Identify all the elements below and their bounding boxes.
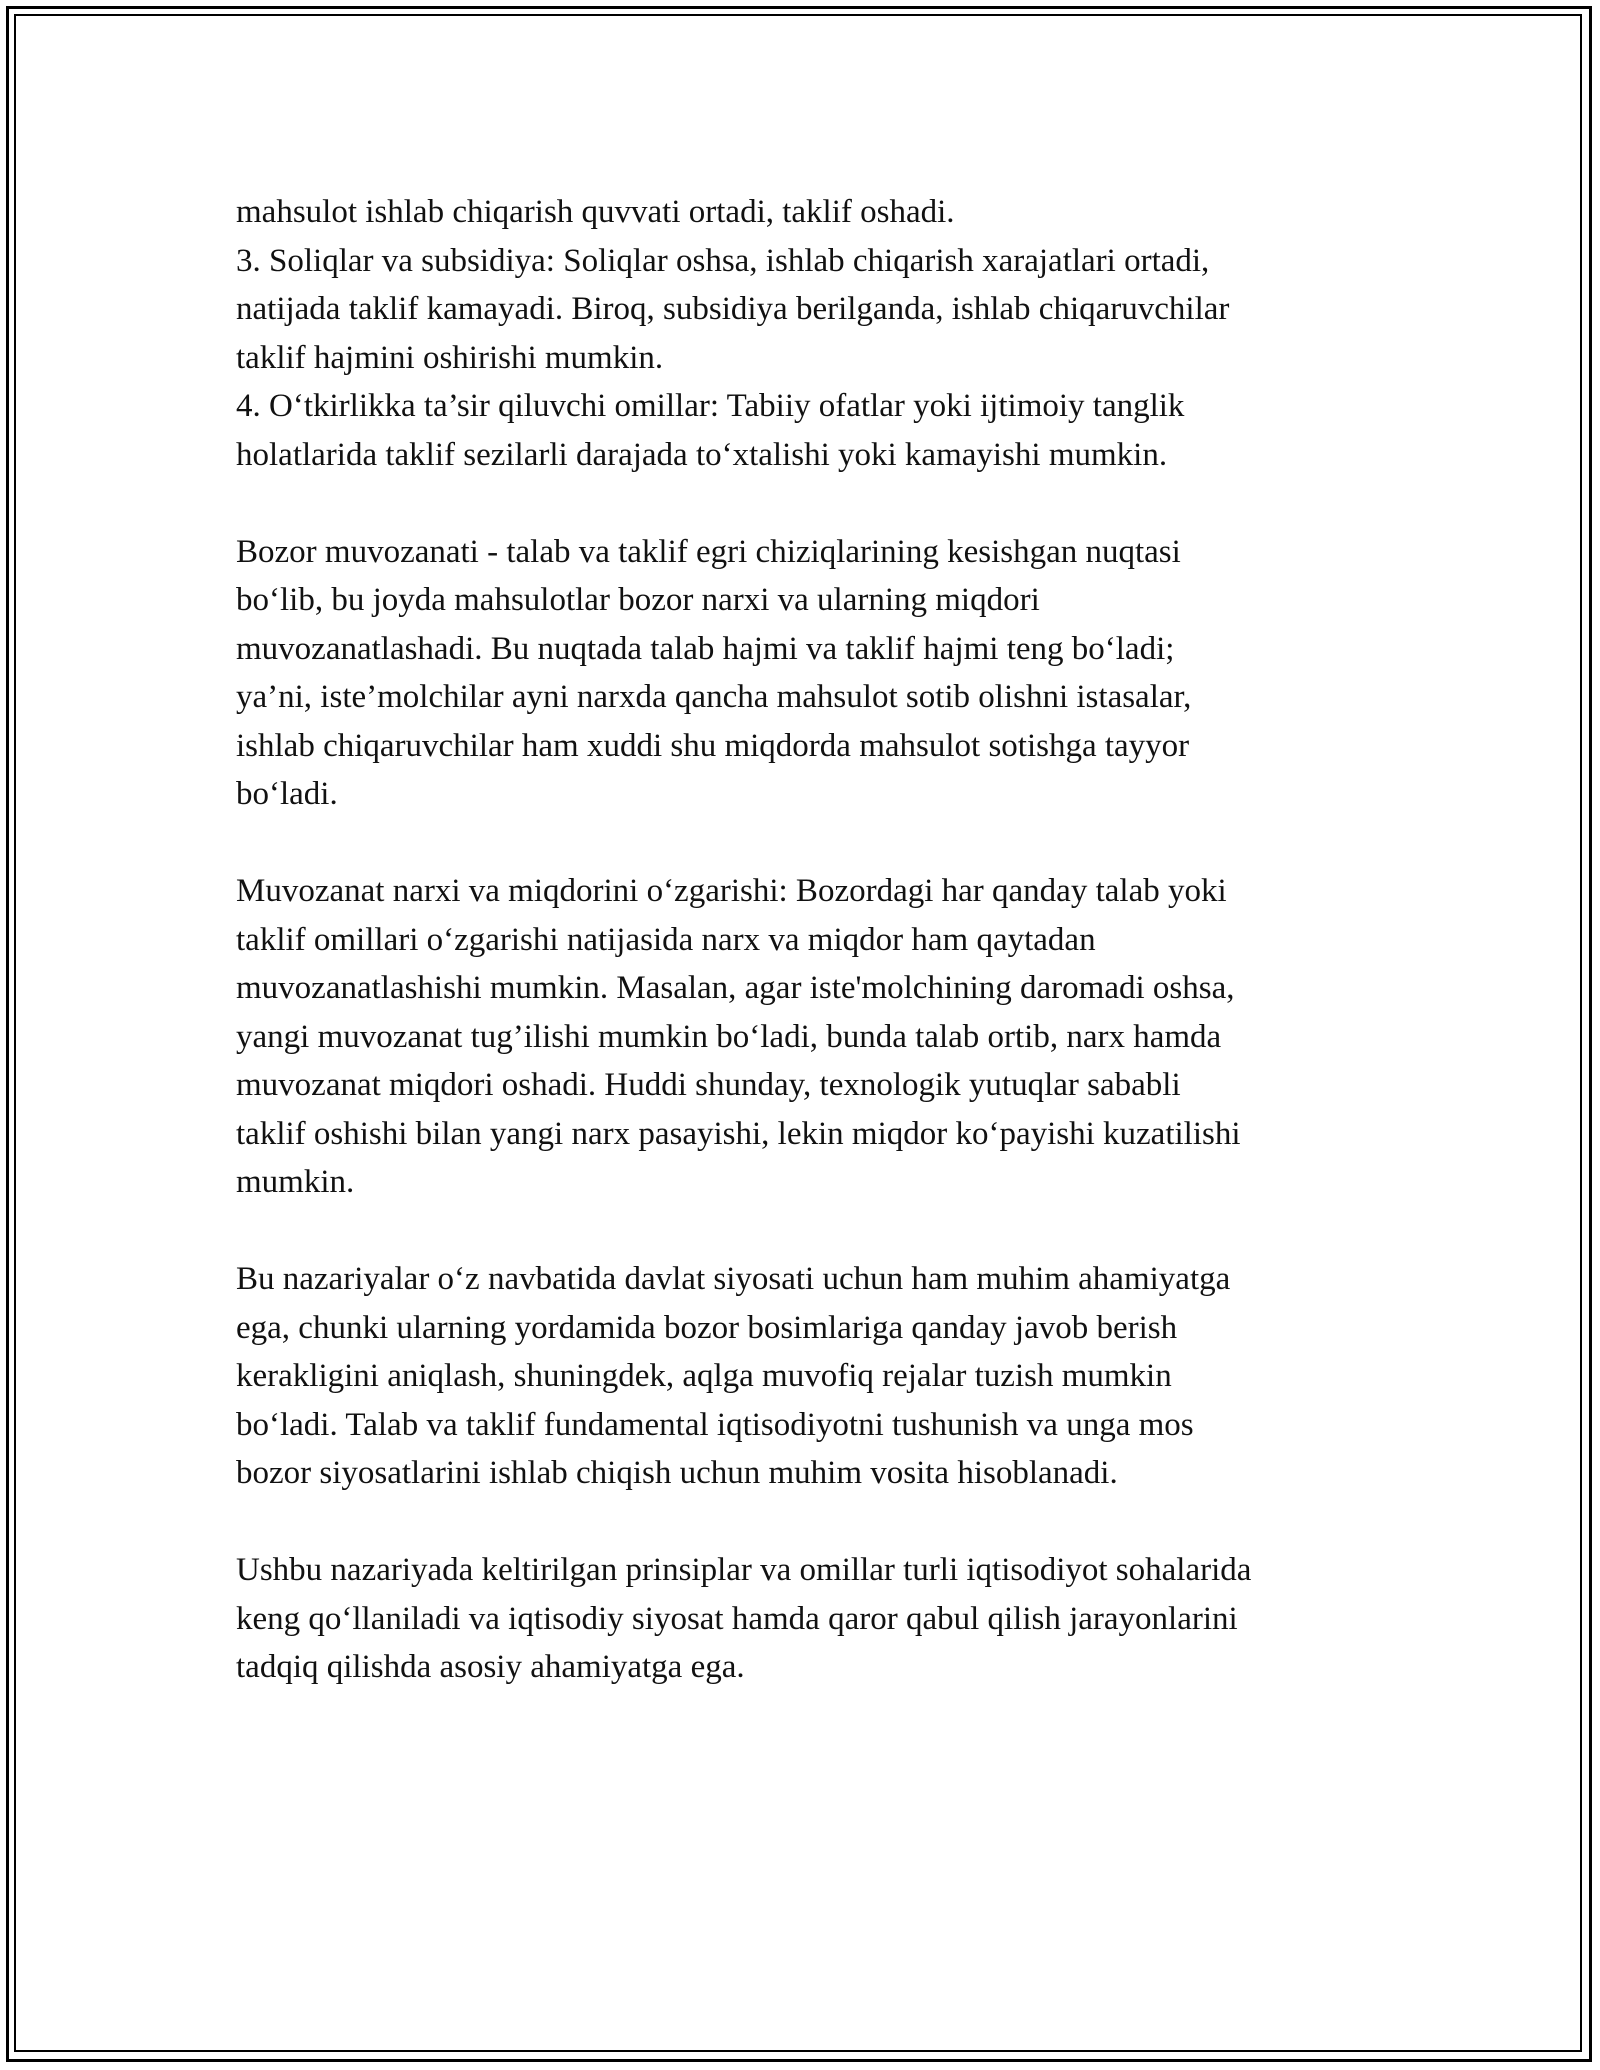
text-line: ya’ni, iste’molchilar ayni narxda qancha mahsulot sotib olishni istasalar, (236, 679, 1192, 715)
text-line: taklif omillari o‘zgarishi natijasida narx va miqdor ham qaytadan (236, 921, 1096, 958)
paragraph-market-equilibrium (236, 528, 1386, 819)
text-line: 3. Soliqlar va subsidiya: Soliqlar oshsa, ishlab chiqarish xarajatlari ortadi, (236, 242, 1210, 279)
paragraph-equilibrium-change (236, 867, 1386, 1207)
text-line: keng qo‘llaniladi va iqtisodiy siyosat hamda qaror qabul qilish jarayonlarini (236, 1600, 1238, 1637)
paragraph-spacer (236, 479, 1386, 528)
text-line: bo‘ladi. Talab va taklif fundamental iqtisodiyotni tushunish va unga mos (236, 1406, 1194, 1443)
document-body (236, 188, 1386, 1692)
text-line: muvozanat miqdori oshadi. Huddi shunday, texnologik yutuqlar sababli (236, 1067, 1181, 1103)
text-line: bo‘lib, bu joyda mahsulotlar bozor narxi va ularning miqdori (236, 582, 1040, 618)
text-line: holatlarida taklif sezilarli darajada to‘xtalishi yoki kamayishi mumkin. (236, 436, 1168, 473)
paragraph-conclusion (236, 1546, 1386, 1692)
paragraph-supply-factors (236, 188, 1386, 479)
text-line: 4. O‘tkirlikka ta’sir qiluvchi omillar: Tabiiy ofatlar yoki ijtimoiy tanglik (236, 388, 1185, 424)
text-line: kerakligini aniqlash, shuningdek, aqlga muvofiq rejalar tuzish mumkin (236, 1358, 1172, 1394)
text-line: Bu nazariyalar o‘z navbatida davlat siyosati uchun ham muhim ahamiyatga (236, 1261, 1231, 1297)
text-line: mahsulot ishlab chiqarish quvvati ortadi, taklif oshadi. (236, 194, 955, 230)
text-line: bozor siyosatlarini ishlab chiqish uchun muhim vosita hisoblanadi. (236, 1455, 1118, 1491)
text-line: Muvozanat narxi va miqdorini o‘zgarishi: Bozordagi har qanday talab yoki (236, 873, 1227, 909)
text-line: taklif hajmini oshirishi mumkin. (236, 339, 664, 376)
text-line: natijada taklif kamayadi. Biroq, subsidiya berilganda, ishlab chiqaruvchilar (236, 291, 1230, 327)
text-line: yangi muvozanat tug’ilishi mumkin bo‘ladi, bunda talab ortib, narx hamda (236, 1018, 1222, 1055)
text-line: Bozor muvozanati - talab va taklif egri chiziqlarining kesishgan nuqtasi (236, 533, 1181, 570)
text-line: muvozanatlashishi mumkin. Masalan, agar iste'molchining daromadi oshsa, (236, 970, 1235, 1006)
paragraph-spacer (236, 1498, 1386, 1547)
text-line: taklif oshishi bilan yangi narx pasayishi, lekin miqdor ko‘payishi kuzatilishi (236, 1115, 1241, 1152)
text-line: ishlab chiqaruvchilar ham xuddi shu miqdorda mahsulot sotishga tayyor (236, 727, 1190, 764)
text-line: mumkin. (236, 1164, 355, 1200)
paragraph-state-policy (236, 1255, 1386, 1498)
text-line: muvozanatlashadi. Bu nuqtada talab hajmi va taklif hajmi teng bo‘ladi; (236, 630, 1175, 667)
text-line: Ushbu nazariyada keltirilgan prinsiplar va omillar turli iqtisodiyot sohalarida (236, 1552, 1252, 1588)
text-line: bo‘ladi. (236, 776, 338, 812)
text-line: tadqiq qilishda asosiy ahamiyatga ega. (236, 1649, 745, 1685)
text-line: ega, chunki ularning yordamida bozor bosimlariga qanday javob berish (236, 1309, 1178, 1346)
paragraph-spacer (236, 819, 1386, 868)
paragraph-spacer (236, 1207, 1386, 1256)
